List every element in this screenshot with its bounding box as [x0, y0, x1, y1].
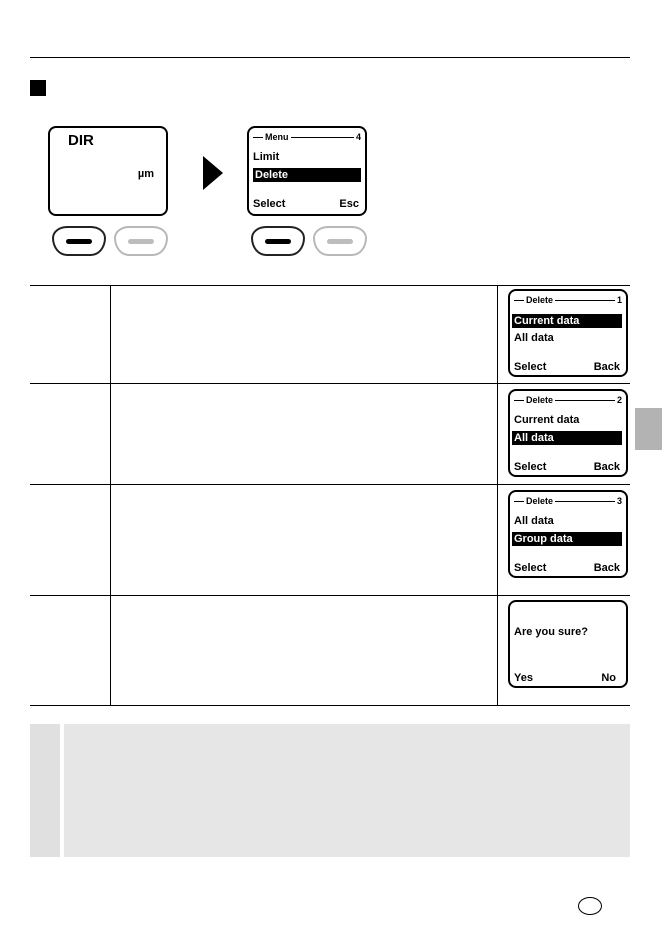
note-box [30, 724, 630, 857]
menu-header-number: 4 [355, 132, 361, 142]
screen-line-current-data[interactable]: Current data [512, 314, 622, 328]
delete-screen-3 [508, 490, 628, 578]
menu-softkey-right: Esc [339, 198, 359, 210]
screen-header-number: 2 [616, 395, 622, 405]
screen-softkey-right: Back [593, 361, 620, 373]
confirm-screen [508, 600, 628, 688]
menu-left-softkey[interactable] [251, 226, 305, 256]
display-label: DIR [68, 132, 94, 149]
confirm-softkey-yes: Yes [514, 672, 533, 684]
display-unit: µm [137, 168, 154, 180]
table-row-rule [30, 484, 630, 485]
screen-header-number: 1 [616, 295, 622, 305]
menu-item-limit[interactable]: Limit [253, 151, 280, 163]
screen-line-all-data[interactable]: All data [514, 515, 554, 527]
screen-softkey-right: Back [593, 461, 620, 473]
section-tab [635, 408, 662, 450]
right-softkey[interactable] [114, 226, 168, 256]
language-badge [578, 897, 602, 915]
delete-screen-2 [508, 389, 628, 477]
screen-line-group-data[interactable]: Group data [512, 532, 622, 546]
table-row-rule [30, 383, 630, 384]
menu-header-title: Menu [265, 132, 289, 142]
table-top-rule [30, 285, 630, 286]
screen-line-all-data[interactable]: All data [512, 431, 622, 445]
screen-header-title: Delete [526, 496, 554, 506]
screen-softkey-left: Select [514, 461, 547, 473]
section-marker [30, 80, 46, 96]
header-rule [30, 57, 630, 58]
table-column-rule [497, 285, 498, 705]
delete-screen-1 [508, 289, 628, 377]
confirm-prompt: Are you sure? [514, 626, 588, 638]
measurement-display [48, 126, 168, 216]
menu-header [253, 132, 361, 142]
screen-softkey-left: Select [514, 361, 547, 373]
screen-header-number: 3 [616, 496, 622, 506]
note-marker [30, 724, 64, 857]
table-row-rule [30, 595, 630, 596]
menu-item-delete[interactable]: Delete [253, 168, 361, 182]
menu-display [247, 126, 367, 216]
screen-header-title: Delete [526, 295, 554, 305]
screen-softkey-left: Select [514, 562, 547, 574]
menu-softkey-left: Select [253, 198, 286, 210]
screen-header-title: Delete [526, 395, 554, 405]
table-column-rule [110, 285, 111, 705]
screen-line-all-data[interactable]: All data [514, 332, 554, 344]
left-softkey[interactable] [52, 226, 106, 256]
menu-right-softkey[interactable] [313, 226, 367, 256]
table-bottom-rule [30, 705, 630, 706]
confirm-softkey-no: No [601, 672, 616, 684]
arrow-right-icon [203, 156, 223, 190]
screen-softkey-right: Back [593, 562, 620, 574]
screen-line-current-data[interactable]: Current data [514, 414, 580, 426]
